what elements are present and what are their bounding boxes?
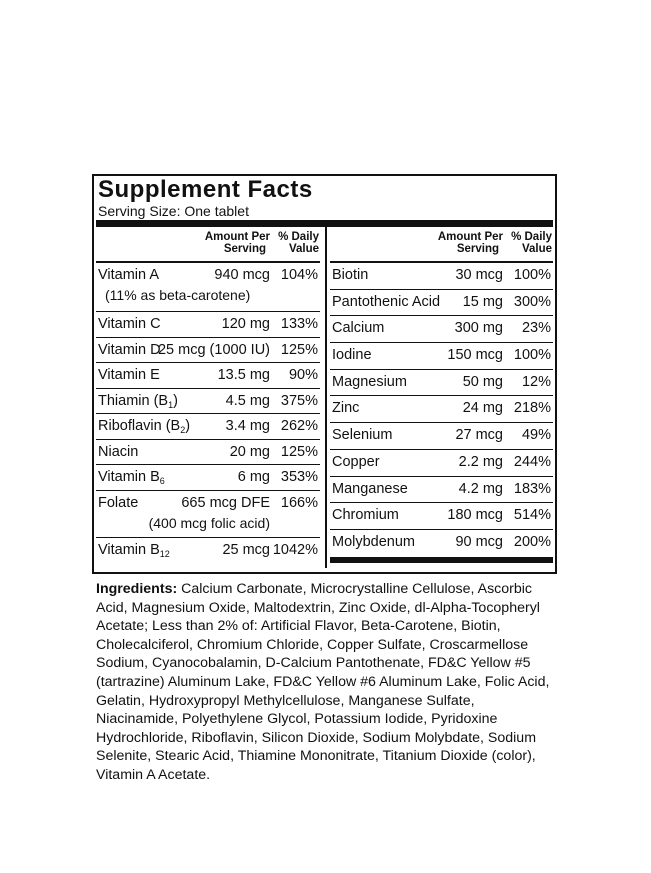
right-column (330, 227, 553, 563)
amount-per-serving: 25 mcg (222, 541, 270, 558)
nutrient-row (96, 491, 320, 538)
bottom-thick-rule (330, 557, 553, 563)
daily-value: 90% (288, 367, 318, 383)
nutrient-name-text: Vitamin E (98, 367, 160, 383)
nutrient-name (98, 414, 190, 438)
panel-title: Supplement Facts (98, 176, 313, 203)
daily-value: 300% (513, 293, 551, 310)
amount-per-serving: 25 mcg (1000 IU) (157, 341, 270, 358)
nutrient-name (98, 389, 178, 413)
daily-value: 104% (280, 267, 318, 283)
nutrient-name (98, 465, 165, 489)
nutrient-row (96, 312, 320, 338)
amount-per-serving: 15 mg (462, 293, 503, 310)
daily-value: 200% (513, 533, 551, 550)
amount-per-serving: 20 mg (229, 443, 270, 460)
nutrient-name: Biotin (332, 267, 369, 283)
amount-per-serving: 120 mg (221, 316, 270, 332)
nutrient-name: Molybdenum (332, 533, 416, 550)
amount-per-serving: 13.5 mg (217, 367, 270, 383)
nutrient-subscript: 6 (159, 476, 165, 486)
daily-value: 133% (280, 316, 318, 332)
nutrient-name-text: Vitamin A (98, 267, 159, 283)
dv-header-line1: % Daily (511, 231, 552, 243)
dv-header-line2: Value (521, 243, 552, 255)
nutrient-name-text: Niacin (98, 443, 139, 460)
nutrient-row (330, 290, 553, 317)
nutrient-row (96, 538, 320, 563)
amount-per-serving: 4.2 mg (458, 480, 503, 497)
left-column (96, 227, 320, 562)
nutrient-row (96, 440, 320, 466)
nutrient-name-suffix: ) (173, 392, 178, 409)
amount-header-line1: Amount Per (437, 231, 503, 243)
amount-per-serving: 940 mcg (214, 267, 270, 283)
serving-size: Serving Size: One tablet (98, 203, 249, 219)
daily-value: 49% (521, 427, 551, 444)
amount-per-serving: 665 mcg DFE (181, 494, 270, 511)
amount-per-serving: 2.2 mg (458, 453, 503, 470)
nutrient-name (98, 312, 161, 336)
nutrient-name: Calcium (332, 320, 385, 337)
right-nutrient-list (330, 261, 553, 556)
nutrient-name-text: Riboflavin (B (98, 418, 181, 434)
ingredients-label: Ingredients: (96, 581, 178, 597)
amount-per-serving: 4.5 mg (225, 392, 270, 409)
nutrient-name-text: Thiamin (B (98, 392, 169, 409)
nutrient-name-suffix: ) (185, 418, 191, 434)
daily-value: 514% (513, 507, 551, 524)
amount-header-line2: Serving (456, 243, 499, 255)
nutrient-row (330, 370, 553, 397)
nutrient-name: Magnesium (332, 373, 407, 390)
dv-header (278, 231, 319, 255)
nutrient-row (330, 263, 553, 290)
nutrient-note: (11% as beta-carotene) (105, 287, 251, 303)
nutrient-row (330, 477, 553, 504)
amount-header (438, 231, 503, 255)
nutrient-name: Iodine (332, 347, 372, 364)
nutrient-name-text: Vitamin B (98, 541, 160, 558)
amount-per-serving: 90 mcg (455, 533, 503, 550)
amount-header-line2: Serving (223, 243, 266, 255)
daily-value: 1042% (272, 541, 318, 558)
amount-per-serving: 6 mg (237, 469, 270, 485)
nutrient-name: Copper (332, 453, 380, 470)
daily-value: 100% (513, 267, 551, 283)
nutrient-name: Manganese (332, 480, 408, 497)
amount-header-line1: Amount Per (204, 231, 270, 243)
daily-value: 100% (513, 347, 551, 364)
nutrient-row (330, 396, 553, 423)
daily-value: 183% (513, 480, 551, 497)
nutrient-row (330, 423, 553, 450)
nutrient-subscript: 1 (168, 399, 174, 410)
nutrient-name (98, 491, 138, 515)
amount-per-serving: 3.4 mg (225, 418, 270, 434)
nutrient-note: (400 mcg folic acid) (148, 514, 270, 531)
nutrient-name: Chromium (332, 507, 399, 524)
daily-value: 125% (280, 443, 318, 460)
nutrient-name: Pantothenic Acid (332, 293, 441, 310)
right-header (330, 227, 553, 261)
nutrient-row (96, 338, 320, 364)
daily-value: 375% (280, 392, 318, 409)
amount-per-serving: 30 mcg (455, 267, 503, 283)
amount-per-serving: 300 mg (454, 320, 503, 337)
nutrient-name (98, 338, 161, 362)
daily-value: 262% (280, 418, 318, 434)
nutrient-row (96, 414, 320, 440)
nutrient-name: Zinc (332, 400, 360, 417)
amount-per-serving: 180 mcg (447, 507, 503, 524)
nutrient-row (96, 263, 320, 312)
daily-value: 244% (513, 453, 551, 470)
amount-per-serving: 50 mg (462, 373, 503, 390)
nutrient-name: Selenium (332, 427, 393, 444)
supplement-facts-panel (92, 174, 557, 574)
daily-value: 125% (280, 341, 318, 358)
amount-per-serving: 24 mg (462, 400, 503, 417)
thick-rule (96, 220, 553, 227)
left-nutrient-list (96, 261, 320, 562)
ingredients-statement (96, 580, 558, 785)
amount-header (205, 231, 270, 255)
nutrient-row (330, 503, 553, 530)
nutrient-name-text: Vitamin C (98, 316, 161, 332)
nutrient-row (96, 363, 320, 389)
nutrient-name-text: Vitamin B (98, 469, 160, 485)
nutrient-row (330, 530, 553, 556)
nutrient-row (330, 343, 553, 370)
nutrient-row (96, 465, 320, 491)
nutrient-subscript: 12 (159, 548, 170, 559)
dv-header (511, 231, 552, 255)
nutrient-name (98, 440, 138, 464)
daily-value: 218% (513, 400, 551, 417)
nutrient-row (96, 389, 320, 415)
daily-value: 12% (521, 373, 551, 390)
nutrient-name (98, 363, 160, 387)
dv-header-line1: % Daily (278, 231, 319, 243)
daily-value: 23% (521, 320, 551, 337)
nutrient-row (330, 450, 553, 477)
ingredients-text: Calcium Carbonate, Microcrystalline Cellulose, Ascorbic Acid, Magnesium Oxide, Maltodextrin, Zinc Oxide, dl-Alpha-Tocopheryl Acetate; Less than 2% of: Artificial Flavor, Beta-Carotene, Biotin, Cholecalciferol, Chromium Chloride, Copper Sulfate, Croscarmellose Sodium, Cyanocobalamin, D-Calcium Pantothenate, FD&C Yellow #5 (tartrazine) Aluminum Lake, FD&C Yellow #6 Aluminum Lake, Folic Acid, Gelatin, Hydroxypropyl Methylcellulose, Manganese Sulfate, Niacinamide, Polyethylene Glycol, Potassium Iodide, Pyridoxine Hydrochloride, Riboflavin, Silicon Dioxide, Sodium Molybdate, Sodium Selenite, Stearic Acid, Thiamine Mononitrate, Titanium Dioxide (color), Vitamin A Acetate. (96, 581, 550, 783)
amount-per-serving: 150 mcg (447, 347, 503, 364)
nutrient-name (98, 538, 170, 562)
nutrient-name-text: Folate (98, 494, 139, 511)
nutrient-subscript: 2 (180, 425, 186, 435)
dv-header-line2: Value (288, 243, 319, 255)
amount-per-serving: 27 mcg (455, 427, 503, 444)
column-divider (325, 227, 327, 568)
daily-value: 353% (280, 469, 318, 485)
nutrient-row (330, 316, 553, 343)
nutrient-name-text: Vitamin D (98, 341, 161, 358)
daily-value: 166% (280, 494, 318, 511)
left-header (96, 227, 320, 261)
